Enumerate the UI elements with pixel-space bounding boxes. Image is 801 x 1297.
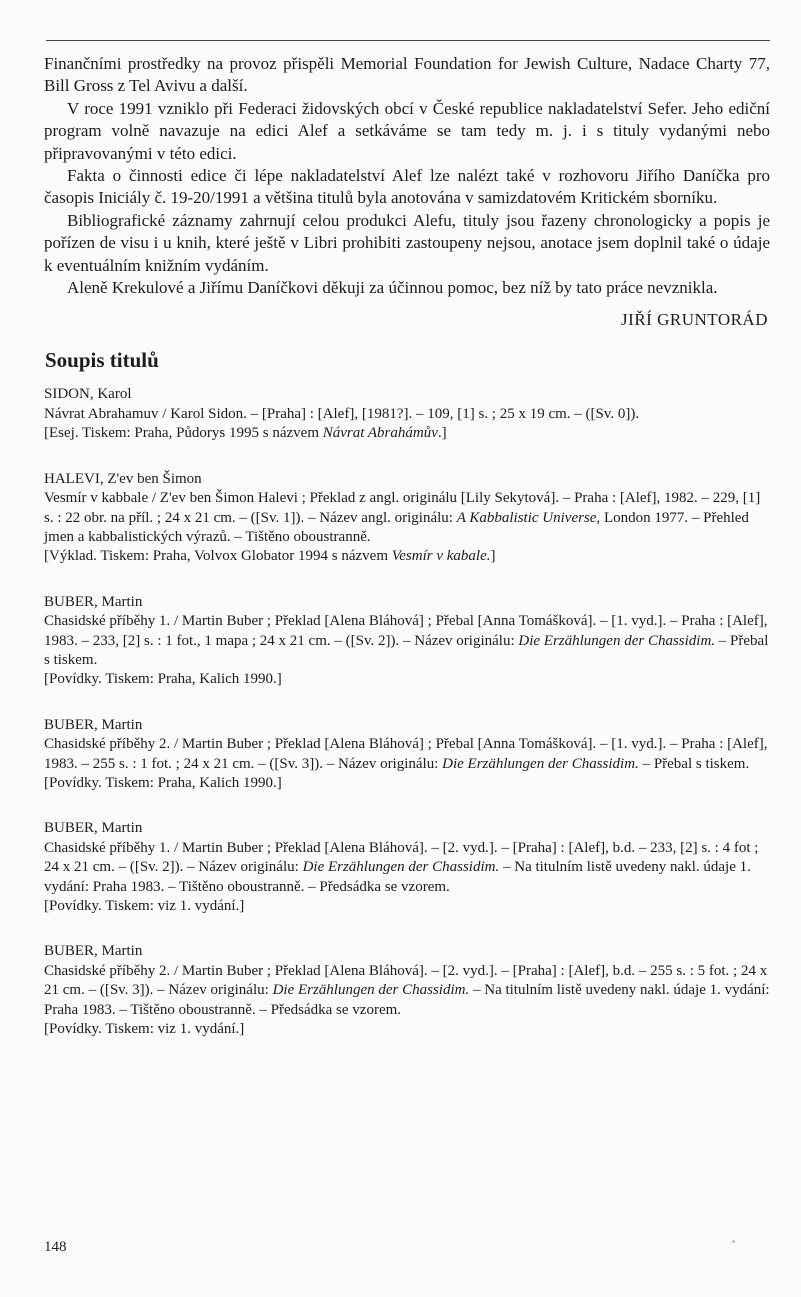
bibliography-entry: [44, 716, 770, 794]
bibliography-entry: [44, 819, 770, 916]
entry-description: [44, 735, 770, 774]
entry-description-text: Chasidské příběhy 2. / Martin Buber ; Překlad [Alena Bláhová] ; Přebal [Anna Tomášková]. – [1. vyd.]. – Praha : [Alef], 1983. – 255 s. : 1 fot. ; 24 x 21 cm. – ([Sv. 3]). – Název originálu:: [44, 736, 768, 772]
entry-description-text: Návrat Abrahamuv / Karol Sidon. – [Praha] : [Alef], [1981?]. – 109, [1] s. ; 25 x 19 cm. – ([Sv. 0]).: [44, 405, 640, 422]
section-title: Soupis titulů: [45, 348, 159, 373]
top-rule: [46, 40, 770, 41]
entry-author: HALEVI, Z'ev ben Šimon: [44, 470, 202, 487]
entry-original-title: Die Erzählungen der Chassidim.: [302, 859, 500, 876]
entry-note: [44, 897, 770, 916]
entry-note: [44, 547, 770, 566]
entry-note-text: [Povídky. Tiskem: viz 1. vydání.]: [44, 898, 245, 914]
entry-original-title: Die Erzählungen der Chassidim.: [272, 982, 470, 999]
scan-speck: [732, 1240, 735, 1243]
bibliography-entry: [44, 385, 770, 443]
entry-description-text: – Na titulním listě uvedeny nakl. údaje 1. vydání: Praha 1983. – Tištěno oboustranně. – Předsádka se vzorem.: [44, 859, 751, 895]
bibliography-entry: [44, 470, 770, 567]
intro-text: [44, 53, 770, 299]
entry-description: [44, 612, 770, 670]
entry-note: [44, 670, 770, 689]
entry-note-text: [Povídky. Tiskem: Praha, Kalich 1990.]: [44, 671, 282, 688]
entry-note: [44, 424, 770, 443]
entry-description: [44, 839, 770, 897]
entry-note-text: [Výklad. Tiskem: Praha, Volvox Globator 1994 s názvem: [44, 548, 392, 565]
entry-description-text: – Na titulním listě uvedeny nakl. údaje 1. vydání: Praha 1983. – Tištěno oboustranně. – Předsádka se vzorem.: [44, 982, 770, 1018]
intro-paragraph: Finančními prostředky na provoz přispěli Memorial Foundation for Jewish Culture, Nadace Charty 77, Bill Gross z Tel Avivu a další.: [44, 54, 770, 96]
page-number: 148: [44, 1239, 67, 1255]
entry-original-title: Die Erzählungen der Chassidim.: [442, 755, 639, 772]
intro-paragraph: Fakta o činnosti edice či lépe nakladatelství Alef lze nalézt také v rozhovoru Jiřího Daníčka pro časopis Iniciály č. 19-20/1991 a většina titulů byla anotována v samizdatovém Kritickém sborníku.: [44, 166, 770, 208]
entry-original-title: A Kabbalistic Universe,: [456, 509, 601, 526]
entry-author: BUBER, Martin: [44, 943, 143, 960]
entry-note-text: [Povídky. Tiskem: viz 1. vydání.]: [44, 1021, 245, 1038]
bibliography-entry: [44, 593, 770, 690]
entry-note-title: Návrat Abrahámův: [322, 425, 438, 442]
entry-description-text: Chasidské příběhy 2. / Martin Buber ; Překlad [Alena Bláhová]. – [2. vyd.]. – [Praha] : [Alef], b.d. – 255 s. : 5 fot. ; 24 x 21 cm. – ([Sv. 3]). – Název originálu:: [44, 962, 768, 999]
entry-note-text: [Povídky. Tiskem: Praha, Kalich 1990.]: [44, 774, 282, 791]
bibliography-list: [44, 385, 770, 1039]
entry-note-title: Vesmír v kabale.: [391, 548, 491, 565]
entry-description: [44, 489, 770, 547]
entry-description-text: Vesmír v kabbale / Z'ev ben Šimon Halevi ; Překlad z angl. originálu [Lily Sekytová]. – Praha : [Alef], 1982. – 229, [1] s. : 22 obr. na příl. ; 24 x 21 cm. – ([Sv. 1]). – Název angl. originálu:: [44, 490, 761, 526]
entry-note: [44, 1020, 770, 1039]
entry-note-text: .]: [437, 425, 447, 442]
entry-description-text: Chasidské příběhy 1. / Martin Buber ; Překlad [Alena Bláhová] ; Přebal [Anna Tomášková]. – [1. vyd.]. – Praha : [Alef], 1983. – 233, [2] s. : 1 fot., 1 mapa ; 24 x 21 cm. – ([Sv. 2]). – Název originálu:: [44, 613, 768, 649]
entry-author: BUBER, Martin: [44, 593, 143, 610]
intro-paragraph: Aleně Krekulové a Jiřímu Daníčkovi děkuji za účinnou pomoc, bez níž by tato práce nevznikla.: [67, 278, 718, 298]
entry-description: [44, 962, 770, 1020]
author-signature: JIŘÍ GRUNTORÁD: [621, 310, 768, 330]
entry-description-text: – Přebal s tiskem.: [638, 755, 750, 772]
entry-original-title: Die Erzählungen der Chassidim.: [518, 632, 716, 649]
entry-description-text: – Přebal s tiskem.: [44, 632, 769, 668]
book-page: [44, 40, 770, 1065]
entry-author: SIDON, Karol: [44, 386, 132, 403]
entry-author: BUBER, Martin: [44, 716, 143, 733]
entry-note-text: ]: [490, 548, 496, 565]
bibliography-entry: [44, 942, 770, 1039]
entry-note-text: [Esej. Tiskem: Praha, Půdorys 1995 s názvem: [44, 425, 323, 442]
entry-description-text: London 1977. – Přehled jmen a kabbalistických výrazů. – Tištěno oboustranně.: [44, 509, 749, 545]
entry-author: BUBER, Martin: [44, 820, 143, 837]
entry-note: [44, 774, 770, 793]
entry-description: [44, 405, 770, 424]
intro-paragraph: Bibliografické záznamy zahrnují celou produkci Alefu, tituly jsou řazeny chronologicky a popis je pořízen de visu i u knih, které ještě v Libri prohibiti zastoupeny nejsou, anotace jsem doplnil také o údaje k eventuálním knižním vydáním.: [44, 210, 770, 275]
intro-paragraph: V roce 1991 vzniklo při Federaci židovských obcí v České republice nakladatelství Sefer. Jeho ediční program volně navazuje na edici Alef a setkáváme se tam tedy m. j. i s tituly vydanými nebo připravovanými v této edici.: [44, 98, 770, 163]
entry-description-text: Chasidské příběhy 1. / Martin Buber ; Překlad [Alena Bláhová]. – [2. vyd.]. – [Praha] : [Alef], b.d. – 233, [2] s. : 4 fot ; 24 x 21 cm. – ([Sv. 2]). – Název originálu:: [44, 839, 759, 876]
